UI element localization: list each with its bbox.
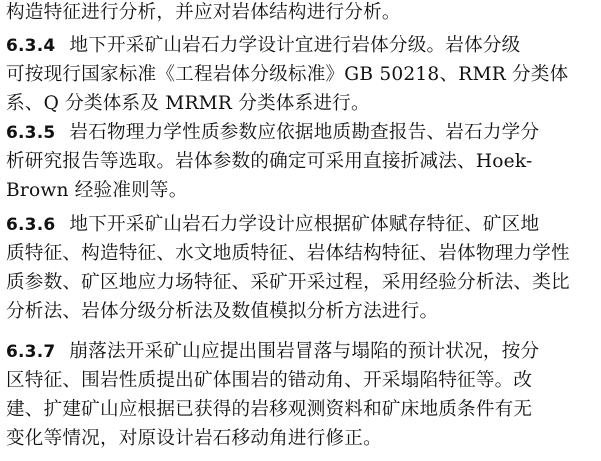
clause-text: 岩石物理力学性质参数应依据地质勘查报告、岩石力学分 [69,122,540,143]
clause-6-3-4-line-3: 系、Q 分类体系及 MRMR 分类体系进行。 [6,93,370,114]
clause-text: 地下开采矿山岩石力学设计宜进行岩体分级。岩体分级 [69,35,521,56]
clause-text: 崩落法开采矿山应提出围岩冒落与塌陷的预计状况，按分 [69,341,540,362]
clause-6-3-6-line-2: 质特征、构造特征、水文地质特征、岩体结构特征、岩体物理力学性 [6,243,570,264]
clause-text: 地下开采矿山岩石力学设计应根据矿体赋存特征、矿区地 [69,214,540,235]
clause-6-3-4-line-1 [6,33,520,59]
clause-6-3-7-line-4: 变化等情况，对原设计岩石移动角进行修正。 [6,428,382,449]
clause-6-3-7-line-2: 区特征、围岩性质提出矿体围岩的错动角、开采塌陷特征等。改 [6,370,533,391]
clause-number: 6.3.7 [6,342,56,362]
clause-6-3-5-line-2: 析研究报告等选取。岩体参数的确定可采用直接折减法、Hoek- [6,151,533,172]
clause-number: 6.3.5 [6,123,56,143]
clause-number: 6.3.4 [6,36,56,56]
clause-6-3-4-line-2: 可按现行国家标准《工程岩体分级标准》GB 50218、RMR 分类体 [6,64,569,85]
clause-6-3-7-line-3: 建、扩建矿山应根据已获得的岩移观测资料和矿床地质条件有无 [6,399,533,420]
clause-number: 6.3.6 [6,215,56,235]
clause-6-3-7-line-1 [6,339,539,365]
clause-6-3-6-line-3: 质参数、矿区地应力场特征、采矿开采过程，采用经验分析法、类比 [6,272,570,293]
clause-6-3-6-line-4: 分析法、岩体分级分析法及数值模拟分析方法进行。 [6,301,439,322]
clause-6-3-5-line-3: Brown 经验准则等。 [6,180,188,201]
intro-line: 构造特征进行分析，并应对岩体结构进行分析。 [6,2,401,23]
clause-6-3-6-line-1 [6,212,539,238]
clause-6-3-5-line-1 [6,120,539,146]
